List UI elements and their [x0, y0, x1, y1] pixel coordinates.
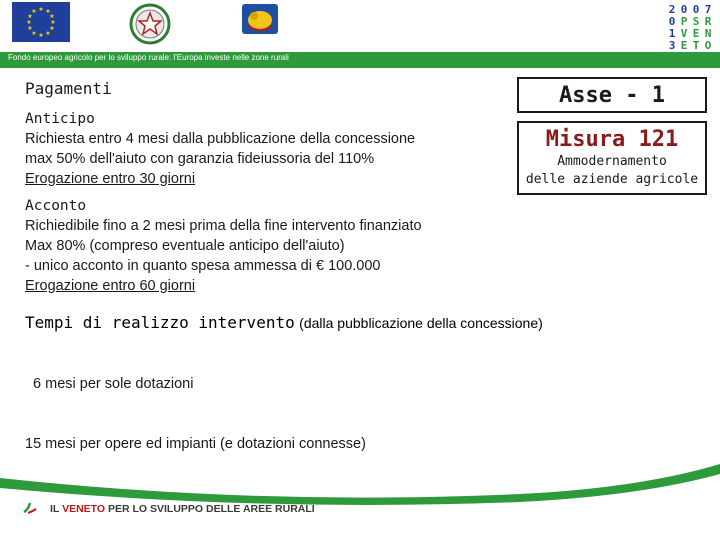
- tempi-section: [25, 334, 366, 474]
- footer-prefix: IL: [50, 503, 60, 515]
- anticipo-section: [25, 109, 415, 189]
- anticipo-erogazione: Erogazione entro 30 giorni: [25, 171, 196, 187]
- psr-cell: R: [704, 15, 712, 28]
- footer-slogan: [50, 503, 315, 515]
- tempi-note: (dalla pubblicazione della concessione): [299, 315, 543, 331]
- veneto-footer-mark-icon: [22, 500, 38, 516]
- veneto-lion-emblem-icon: [238, 2, 282, 40]
- misura-desc-line: delle aziende agricole: [525, 172, 699, 187]
- psr-cell: 1: [668, 27, 676, 40]
- svg-text:★: ★: [31, 8, 37, 15]
- anticipo-heading: Anticipo: [25, 111, 95, 127]
- header-logo-band: [0, 0, 720, 52]
- psr-cell: E: [692, 27, 700, 40]
- italian-republic-emblem-icon: [128, 2, 172, 46]
- acconto-heading: Acconto: [25, 198, 87, 214]
- svg-text:★: ★: [45, 30, 51, 37]
- veneto-label: REGIONE DEL VENETO: [228, 43, 296, 49]
- anticipo-line: max 50% dell'aiuto con garanzia fideiussoria del 110%: [25, 151, 375, 167]
- page-title: Pagamenti: [25, 79, 112, 98]
- psr-cell: 7: [704, 3, 712, 16]
- acconto-section: [25, 196, 422, 296]
- psr-cell: S: [692, 15, 700, 28]
- misura-desc-line: Ammodernamento: [557, 154, 667, 169]
- psr-cell: T: [692, 39, 700, 52]
- psr-cell: V: [680, 27, 688, 40]
- tempi-line: 6 mesi per sole dotazioni: [25, 376, 194, 392]
- eu-flag-icon: [12, 2, 70, 42]
- psr-2007-2013-logo: [666, 4, 716, 52]
- svg-text:★: ★: [45, 8, 51, 15]
- eu-label: FEASR: [28, 43, 52, 50]
- acconto-line: Richiedibile fino a 2 mesi prima della fine intervento finanziato: [25, 218, 422, 234]
- svg-text:★: ★: [26, 19, 32, 26]
- svg-text:★: ★: [49, 13, 55, 20]
- header-tagline: Fondo europeo agricolo per lo sviluppo rurale: l'Europa investe nelle zone rurali: [8, 53, 289, 62]
- svg-text:★: ★: [38, 32, 44, 39]
- psr-cell: 0: [692, 3, 700, 16]
- svg-text:★: ★: [27, 13, 33, 20]
- svg-text:★: ★: [27, 25, 33, 32]
- tempi-heading: [25, 313, 543, 333]
- footer-veneto: VENETO: [62, 503, 106, 515]
- asse-box: Asse - 1: [517, 77, 707, 113]
- psr-cell: 0: [680, 3, 688, 16]
- svg-text:★: ★: [50, 19, 56, 26]
- misura-title: Misura 121: [545, 127, 679, 152]
- footer-suffix: PER LO SVILUPPO DELLE AREE RURALI: [107, 503, 315, 515]
- psr-cell: 0: [668, 15, 676, 28]
- psr-cell: O: [704, 39, 712, 52]
- acconto-line: Max 80% (compreso eventuale anticipo dell'aiuto): [25, 238, 345, 254]
- acconto-line: - unico acconto in quanto spesa ammessa di € 100.000: [25, 258, 381, 274]
- svg-text:★: ★: [49, 25, 55, 32]
- tempi-line: 15 mesi per opere ed impianti (e dotazioni connesse): [25, 436, 366, 452]
- tempi-title: Tempi di realizzo intervento: [25, 313, 295, 332]
- footer-wave: [0, 460, 720, 540]
- header-banner: [0, 0, 720, 68]
- svg-text:★: ★: [38, 6, 44, 13]
- psr-cell: P: [680, 15, 688, 28]
- psr-cell: 2: [668, 3, 676, 16]
- psr-cell: 3: [668, 39, 676, 52]
- acconto-erogazione: Erogazione entro 60 giorni: [25, 278, 196, 294]
- misura-box: [517, 121, 707, 195]
- psr-cell: E: [680, 39, 688, 52]
- anticipo-line: Richiesta entro 4 mesi dalla pubblicazione della concessione: [25, 131, 416, 147]
- svg-text:★: ★: [31, 30, 37, 37]
- psr-cell: N: [704, 27, 712, 40]
